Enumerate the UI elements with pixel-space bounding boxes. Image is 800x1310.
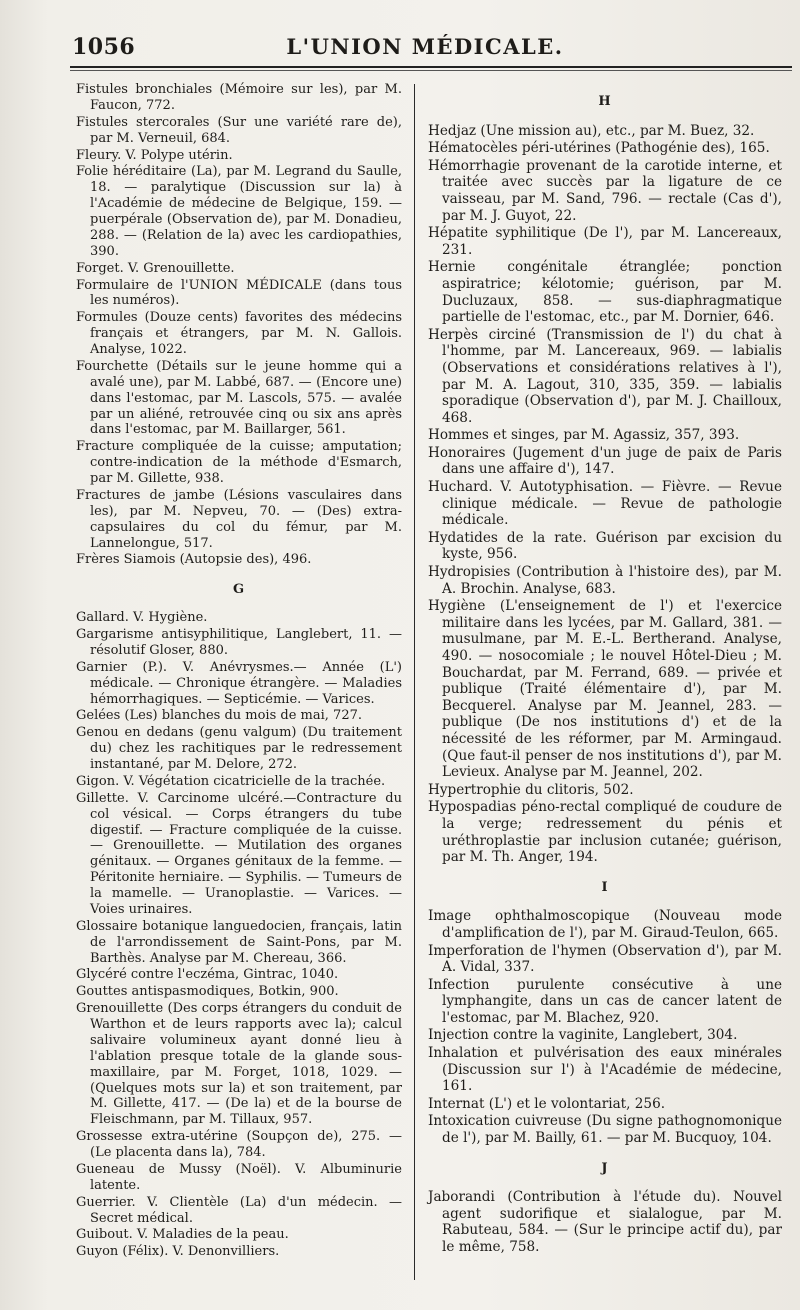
index-entry: Hépatite syphilitique (De l'), par M. Lancereaux, 231. (428, 225, 782, 258)
index-entry: Fracture compliquée de la cuisse; amputation; contre-indication de la méthode d'Esmarch, par M. Gillette, 938. (76, 439, 402, 486)
header-rule-thin (70, 70, 792, 71)
section-letter: H (598, 94, 612, 109)
index-entry: Fistules stercorales (Sur une variété rare de), par M. Verneuil, 684. (76, 114, 402, 146)
index-entry: Forget. V. Grenouillette. (76, 260, 235, 276)
right-column (428, 82, 782, 1257)
index-entry: Hernie congénitale étranglée; ponction aspiratrice; kélotomie; guérison, par M. Ducluzaux, 858. — sus-diaphragmatique partielle de l'estomac, etc., par M. Dornier, 646. (428, 259, 782, 326)
column-divider (414, 84, 415, 1280)
index-entry: Gouttes antispasmodiques, Botkin, 900. (76, 984, 339, 1000)
index-entry: Folie héréditaire (La), par M. Legrand du Saulle, 18. — paralytique (Discussion sur la) à l'Académie de médecine de Belgique, 159. — puerpérale (Observation de), par M. Donadieu, 288. — (Relation de la) avec les cardiopathies, 390. (76, 164, 402, 259)
index-entry: Frères Siamois (Autopsie des), 496. (76, 552, 312, 568)
index-entry: Hommes et singes, par M. Agassiz, 357, 393. (428, 427, 740, 444)
index-entry: Hypospadias péno-rectal compliqué de coudure de la verge; redressement du pénis et uréthroplastie par inclusion cutanée; guérison, par M. Th. Anger, 194. (428, 799, 782, 866)
section-letter: I (601, 879, 609, 895)
index-entry: Internat (L') et le volontariat, 256. (428, 1095, 666, 1112)
index-entry: Guyon (Félix). V. Denonvilliers. (76, 1244, 280, 1260)
index-entry: Grossesse extra-utérine (Soupçon de), 275. — (Le placenta dans la), 784. (76, 1129, 402, 1160)
index-entry: Genou en dedans (genu valgum) (Du traitement du) chez les rachitiques par le redressement instantané, par M. Delore, 272. (76, 725, 402, 772)
index-entry: Formulaire de l'UNION MÉDICALE (dans tous les numéros). (76, 277, 402, 309)
left-column (76, 82, 402, 1261)
index-entry: Gillette. V. Carcinome ulcéré.—Contracture du col vésical. — Corps étrangers du tube digestif. — Fracture compliquée de la cuisse. — Grenouillette. — Mutilation des organes génitaux. — Organes génitaux de la femme. — Péritonite herniaire. — Syphilis. — Tumeurs de la mamelle. — Uranoplastie. — Varices. — Voies urinaires. (76, 790, 402, 917)
index-entry: Inhalation et pulvérisation des eaux minérales (Discussion sur l') à l'Académie de médecine, 161. (428, 1045, 782, 1095)
index-entry: Gelées (Les) blanches du mois de mai, 727. (76, 708, 362, 724)
index-entry: Fistules bronchiales (Mémoire sur les), par M. Faucon, 772. (76, 82, 402, 113)
index-entry: Glossaire botanique languedocien, français, latin de l'arrondissement de Saint-Pons, par M. Barthès. Analyse par M. Chereau, 366. (76, 918, 402, 966)
index-entry: Huchard. V. Autotyphisation. — Fièvre. — Revue clinique médicale. — Revue de pathologie médicale. (428, 479, 782, 529)
index-entry: Fourchette (Détails sur le jeune homme qui a avalé une), par M. Labbé, 687. — (Encore une) dans l'estomac, par M. Lascols, 575. — avalée par un aliéné, retrouvée cinq ou six ans après dans l'estomac, par M. Baillarger, 561. (76, 358, 402, 438)
index-entry: Hématocèles péri-utérines (Pathogénie des), 165. (428, 140, 770, 157)
index-entry: Gallard. V. Hygiène. (76, 610, 208, 626)
page-number: 1056 (72, 34, 136, 60)
index-entry: Hydropisies (Contribution à l'histoire des), par M. A. Brochin. Analyse, 683. (428, 564, 782, 597)
index-entry: Fractures de jambe (Lésions vasculaires dans les), par M. Nepveu, 70. — (Des) extra-capsulaires du col du fémur, par M. Lannelongue, 517. (76, 487, 402, 551)
index-entry: Guibout. V. Maladies de la peau. (76, 1227, 289, 1243)
index-entry: Gargarisme antisyphilitique, Langlebert, 11. — résolutif Gloser, 880. (76, 627, 402, 658)
index-entry: Honoraires (Jugement d'un juge de paix de Paris dans une affaire d'), 147. (428, 444, 782, 478)
index-entry: Gigon. V. Végétation cicatricielle de la trachée. (76, 773, 386, 789)
index-entry: Fleury. V. Polype utérin. (76, 147, 233, 163)
index-entry: Infection purulente consécutive à une lymphangite, dans un cas de cancer latent de l'estomac, par M. Blachez, 920. (428, 976, 782, 1026)
running-title: L'UNION MÉDICALE. (286, 34, 564, 59)
index-entry: Glycéré contre l'eczéma, Gintrac, 1040. (76, 967, 339, 983)
index-entry: Hydatides de la rate. Guérison par excision du kyste, 956. (428, 529, 782, 563)
index-entry: Jaborandi (Contribution à l'étude du). Nouvel agent sudorifique et sialalogue, par M. Rabuteau, 584. — (Sur le principe actif du), par le même, 758. (428, 1189, 782, 1255)
index-entry: Hémorrhagie provenant de la carotide interne, et traitée avec succès par la ligature de ce vaisseau, par M. Sand, 796. — rectale (Cas d'), par M. J. Guyot, 22. (428, 157, 782, 224)
page-header (70, 30, 780, 66)
index-entry: Herpès circiné (Transmission de l') du chat à l'homme, par M. Lancereaux, 969. — labialis (Observations et considérations relatives à l'), par M. A. Lagout, 310, 335, 359. — labialis sporadique (Observation d'), par M. J. Chailloux, 468. (428, 326, 782, 426)
index-entry: Gueneau de Mussy (Noël). V. Albuminurie latente. (76, 1161, 402, 1193)
index-entry: Grenouillette (Des corps étrangers du conduit de Warthon et de leurs rapports avec la); calcul salivaire volumineux ayant donné lieu à l'ablation presque totale de la glande sous-maxillaire, par M. Forget, 1018, 1029. — (Quelques mots sur la) et son traitement, par M. Gillette, 417. — (De la) et de la bourse de Fleischmann, par M. Tillaux, 957. (76, 1001, 402, 1128)
index-entry: Hypertrophie du clitoris, 502. (428, 781, 634, 798)
section-letter: J (601, 1160, 609, 1176)
index-entry: Injection contre la vaginite, Langlebert, 304. (428, 1027, 738, 1044)
index-entry: Intoxication cuivreuse (Du signe pathognomonique de l'), par M. Bailly, 61. — par M. Bucquoy, 104. (428, 1113, 782, 1147)
index-entry: Formules (Douze cents) favorites des médecins français et étrangers, par M. N. Gallois. Analyse, 1022. (76, 310, 402, 357)
index-entry: Imperforation de l'hymen (Observation d'), par M. A. Vidal, 337. (428, 942, 782, 976)
header-rule (70, 66, 792, 68)
index-entry: Image ophthalmoscopique (Nouveau mode d'amplification de l'), par M. Giraud-Teulon, 665. (428, 908, 782, 941)
index-entry: Hygiène (L'enseignement de l') et l'exercice militaire dans les lycées, par M. Gallard, 381. — musulmane, par M. E.-L. Bertherand. Analyse, 490. — nosocomiale ; le nouvel Hôtel-Dieu ; M. Bouchardat, par M. Ferrand, 689. — privée et publique (Traité élémentaire d'), par M. Becquerel. Analyse par M. Jeannel, 283. — publique (De nos institutions d') et de la nécessité de les réformer, par M. Armingaud. (Que faut-il penser de nos institutions d'), par M. Levieux. Analyse par M. Jeannel, 202. (428, 598, 782, 781)
index-entry: Guerrier. V. Clientèle (La) d'un médecin. — Secret médical. (76, 1194, 402, 1226)
section-letter: G (232, 582, 246, 598)
index-entry: Garnier (P.). V. Anévrysmes.— Année (L') médicale. — Chronique étrangère. — Maladies hémorrhagiques. — Septicémie. — Varices. (76, 659, 402, 707)
index-entry: Hedjaz (Une mission au), etc., par M. Buez, 32. (428, 122, 755, 139)
